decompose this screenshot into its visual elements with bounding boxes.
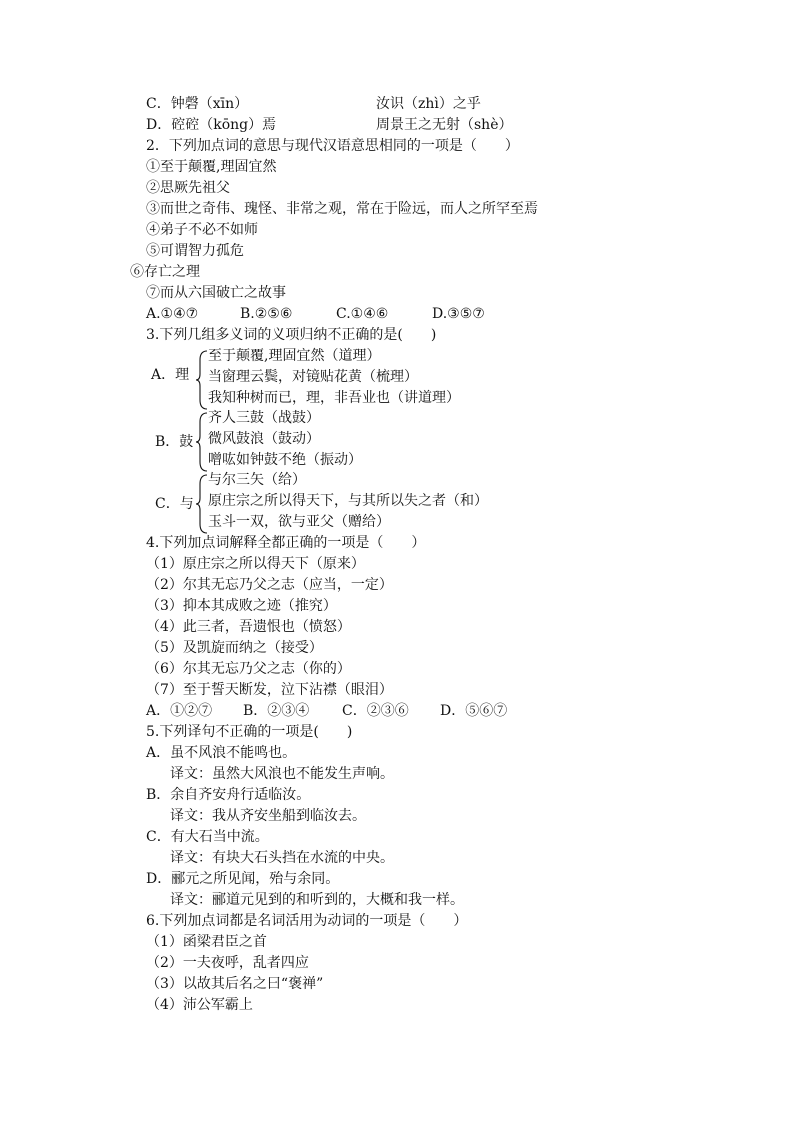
question-2-item: ⑦而从六国破亡之故事 bbox=[146, 285, 286, 301]
brace-c-icon bbox=[196, 474, 208, 534]
question-2-option-b: B.②⑤⑥ bbox=[240, 306, 293, 322]
question-4-item: （2）尔其无忘乃父之志（应当，一定） bbox=[146, 577, 393, 593]
question-3-stem: 3.下列几组多义词的义项归纳不正确的是( ) bbox=[146, 327, 437, 343]
question-4-option-d: D．⑤⑥⑦ bbox=[440, 703, 508, 719]
group-b-line: 噌吰如钟鼓不绝（振动） bbox=[208, 452, 362, 468]
group-a-line: 当窗理云鬓，对镜贴花黄（梳理） bbox=[208, 369, 418, 385]
brace-a-icon bbox=[196, 350, 208, 410]
question-2-stem: 2．下列加点词的意思与现代汉语意思相同的一项是（ ） bbox=[146, 138, 519, 154]
question-6-item: （2）一夫夜呼，乱者四应 bbox=[146, 955, 309, 971]
question-4-option-a: A．①②⑦ bbox=[146, 703, 213, 719]
option-c-left: C．钟磬（xīn） bbox=[146, 96, 249, 112]
question-5-sentence: D．郦元之所见闻，殆与余同。 bbox=[146, 871, 340, 887]
group-c-line: 原庄宗之所以得天下，与其所以失之者（和） bbox=[208, 493, 488, 509]
question-6-item: （4）沛公军霸上 bbox=[146, 997, 253, 1013]
group-a-line: 我知种树而已，理，非吾业也（讲道理） bbox=[208, 390, 460, 406]
question-6-item: （1）函梁君臣之首 bbox=[146, 934, 267, 950]
group-b-line: 齐人三鼓（战鼓） bbox=[208, 410, 320, 426]
question-2-item: ②思厥先祖父 bbox=[146, 180, 230, 196]
question-5-translation: 译文：虽然大风浪也不能发生声响。 bbox=[170, 766, 394, 782]
question-4-item: （3）抑本其成败之迹（推究） bbox=[146, 598, 337, 614]
group-b-line: 微风鼓浪（鼓动） bbox=[208, 431, 320, 447]
question-2-option-c: C.①④⑥ bbox=[336, 306, 389, 322]
option-d-left: D．硿硿（kōng）焉 bbox=[146, 117, 277, 133]
option-d-right: 周景王之无射（shè） bbox=[376, 117, 513, 133]
brace-b-icon bbox=[196, 412, 208, 472]
question-4-item: （5）及凯旋而纳之（接受） bbox=[146, 640, 323, 656]
question-4-option-b: B．②③④ bbox=[243, 703, 310, 719]
question-2-item: ⑤可谓智力孤危 bbox=[146, 243, 244, 259]
question-5-translation: 译文：郦道元见到的和听到的，大概和我一样。 bbox=[170, 892, 464, 908]
question-4-item: （6）尔其无忘乃父之志（你的） bbox=[146, 661, 351, 677]
question-5-stem: 5.下列译句不正确的一项是( ) bbox=[146, 724, 353, 740]
question-5-translation: 译文：有块大石头挡在水流的中央。 bbox=[170, 850, 394, 866]
question-5-sentence: A．虽不风浪不能鸣也。 bbox=[146, 745, 297, 761]
question-5-sentence: C．有大石当中流。 bbox=[146, 829, 269, 845]
question-6-item: （3）以故其后名之曰“褒禅” bbox=[146, 976, 324, 992]
group-c-line: 与尔三矢（给） bbox=[208, 472, 306, 488]
question-4-item: （4）此三者，吾遗恨也（愤怒） bbox=[146, 619, 351, 635]
question-6-stem: 6.下列加点词都是名词活用为动词的一项是（ ） bbox=[146, 913, 468, 929]
question-2-item: ④弟子不必不如师 bbox=[146, 222, 258, 238]
group-a-label: A．理 bbox=[151, 367, 190, 383]
option-c-right: 汝识（zhì）之乎 bbox=[376, 96, 481, 112]
question-2-item: ①至于颠覆,理固宜然 bbox=[146, 159, 277, 175]
group-a-line: 至于颠覆,理固宜然（道理） bbox=[208, 348, 381, 364]
question-4-item: （7）至于誓天断发，泣下沾襟（眼泪） bbox=[146, 682, 393, 698]
question-2-item: ③而世之奇伟、瑰怪、非常之观，常在于险远，而人之所罕至焉 bbox=[146, 201, 538, 217]
group-b-label: B．鼓 bbox=[155, 434, 194, 450]
question-5-sentence: B．余自齐安舟行适临汝。 bbox=[146, 787, 311, 803]
question-4-stem: 4.下列加点词解释全都正确的一项是（ ） bbox=[146, 535, 426, 551]
group-c-label: C．与 bbox=[155, 496, 194, 512]
question-4-item: （1）原庄宗之所以得天下（原来） bbox=[146, 556, 365, 572]
question-2-option-d: D.③⑤⑦ bbox=[432, 306, 485, 322]
question-4-option-c: C．②③⑥ bbox=[342, 703, 409, 719]
question-2-option-a: A.①④⑦ bbox=[146, 306, 199, 322]
question-5-translation: 译文：我从齐安坐船到临汝去。 bbox=[170, 808, 366, 824]
question-2-item: ⑥存亡之理 bbox=[130, 264, 200, 280]
group-c-line: 玉斗一双，欲与亚父（赠给） bbox=[208, 514, 390, 530]
